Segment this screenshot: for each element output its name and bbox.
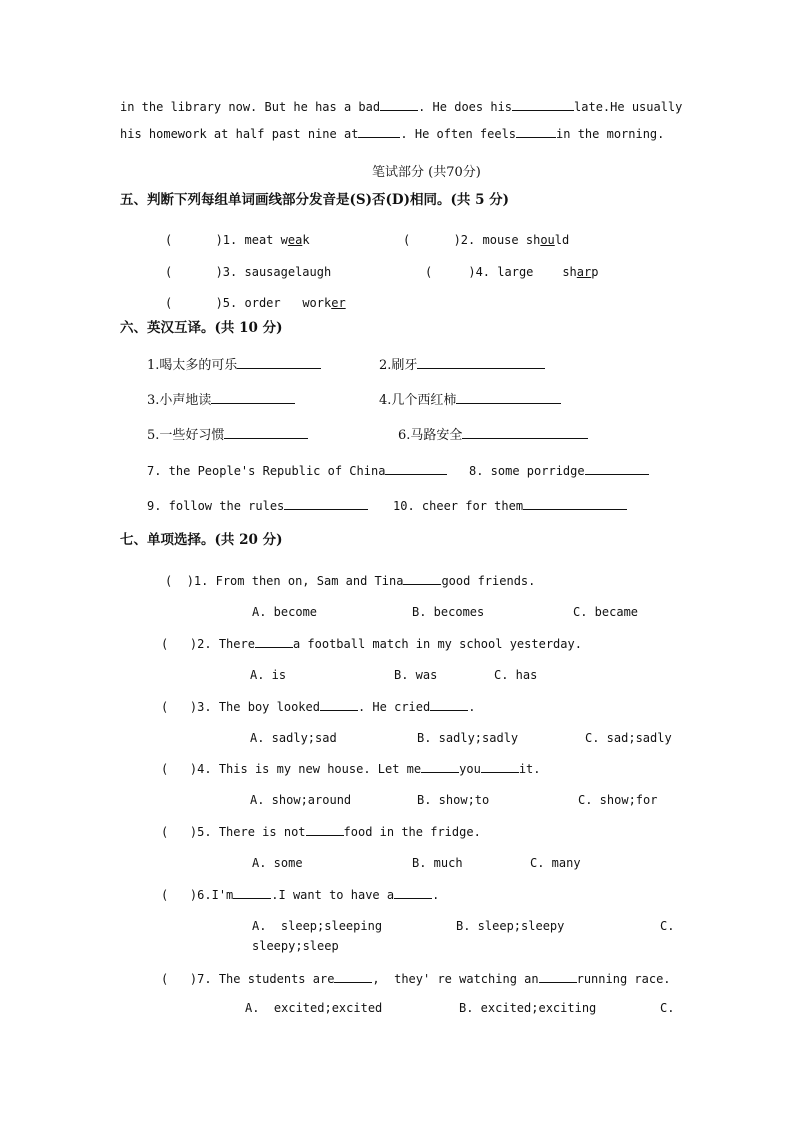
q4-option-a[interactable]: A. show;around [250,793,352,807]
item-number: )2. [453,233,476,247]
answer-blank[interactable] [523,497,627,510]
answer-blank[interactable] [255,635,293,648]
q3-option-c[interactable]: C. sad;sadly [585,731,672,745]
item-number: )3. [215,265,238,279]
q7-option-a[interactable]: A. excited;excited [245,1001,383,1015]
q1-option-c[interactable]: C. became [573,605,639,619]
answer-blank[interactable] [481,760,519,773]
question-number: )6. [189,888,212,902]
word: mouse [482,233,519,247]
s6-item-1 [147,356,321,374]
s5-item-1 [165,232,310,248]
word: ld [554,233,570,247]
item-text: 9. follow the rules [147,499,285,513]
answer-blank[interactable] [421,760,459,773]
answer-paren[interactable]: ( [165,574,187,588]
word: meat [244,233,274,247]
word: order [244,296,281,310]
s6-item-7 [147,462,447,479]
q2-option-b[interactable]: B. was [394,668,438,682]
question-text: . [468,700,476,714]
answer-paren[interactable]: ( [165,296,216,310]
answer-paren[interactable]: ( [161,637,190,651]
s6-item-3 [147,391,295,409]
s6-item-10 [393,497,627,514]
item-text: 5.一些好习惯 [147,428,225,443]
word: w [280,233,288,247]
section-6-heading: 六、英汉互译。(共 10 分) [120,320,283,336]
word: p [591,265,599,279]
s5-item-5 [165,295,346,311]
question-text: From then on, Sam and Tina [215,574,404,588]
question-text: The boy looked [218,700,320,714]
question-number: )5. [189,825,212,839]
s6-item-8 [469,462,649,479]
s5-item-4 [425,264,598,280]
question-text: you [459,762,481,776]
question-number: )7. [189,972,212,986]
q6-option-c-label[interactable]: C. [660,919,675,933]
q3-stem [161,698,475,715]
answer-blank[interactable] [516,125,556,138]
s6-item-5 [147,426,308,444]
s5-item-3 [165,264,331,280]
question-number: )3. [189,700,212,714]
section-7-heading: 七、单项选择。(共 20 分) [120,532,283,548]
answer-blank[interactable] [320,698,358,711]
item-text: 4.几个西红柿 [379,393,457,408]
underlined-letters: er [331,296,346,310]
word: k [302,233,310,247]
s6-item-4 [379,391,561,409]
question-number: )2. [189,637,212,651]
passage-line-1 [120,98,682,115]
q2-stem [161,635,582,652]
answer-paren[interactable]: ( [165,233,216,247]
s6-item-2 [379,356,545,374]
question-text: it. [518,762,541,776]
item-text: 8. some porridge [469,464,585,478]
answer-blank[interactable] [233,886,271,899]
q7-option-c-label[interactable]: C. [660,1001,675,1015]
question-text: good friends. [441,574,536,588]
s6-item-6 [398,426,588,444]
answer-blank[interactable] [417,356,545,369]
word: sh [562,265,577,279]
q6-option-b[interactable]: B. sleep;sleepy [456,919,565,933]
q3-option-a[interactable]: A. sadly;sad [250,731,337,745]
item-text: 3.小声地读 [147,393,212,408]
answer-blank[interactable] [380,98,418,111]
question-text: The students are [218,972,335,986]
q4-stem [161,760,541,777]
passage-line-2 [120,125,664,142]
question-text: There [218,637,255,651]
question-text: . [432,888,440,902]
answer-blank[interactable] [211,391,295,404]
item-text: 10. cheer for them [393,499,524,513]
q5-option-b[interactable]: B. much [412,856,463,870]
underlined-letters: ea [287,233,303,247]
q6-option-c-text[interactable]: sleepy;sleep [252,939,339,953]
answer-paren[interactable]: ( [161,825,190,839]
passage-text: in the morning. [556,127,665,141]
q7-stem [161,970,671,987]
q1-option-a[interactable]: A. become [252,605,318,619]
answer-blank[interactable] [334,970,372,983]
passage-text: . He does his [418,100,513,114]
question-text: , they' re watching an [372,972,539,986]
q4-option-c[interactable]: C. show;for [578,793,658,807]
question-text: running race. [576,972,671,986]
written-part-title: 笔试部分 (共70分) [372,165,481,180]
question-text: food in the fridge. [343,825,481,839]
q5-option-a[interactable]: A. some [252,856,303,870]
q6-option-a[interactable]: A. sleep;sleeping [252,919,383,933]
answer-paren[interactable]: ( [425,265,469,279]
answer-blank[interactable] [394,886,432,899]
s5-item-2 [403,232,569,248]
item-text: 2.刷牙 [379,358,418,373]
q5-stem [161,823,481,840]
q1-stem [165,572,535,589]
item-text: 1.喝太多的可乐 [147,358,238,373]
q4-option-b[interactable]: B. show;to [417,793,490,807]
q2-option-c[interactable]: C. has [494,668,538,682]
question-number: )4. [189,762,212,776]
question-text: I'm [211,888,234,902]
q7-option-b[interactable]: B. excited;exciting [459,1001,597,1015]
item-number: )1. [215,233,238,247]
passage-text: . He often feels [400,127,517,141]
answer-paren[interactable]: ( [165,265,216,279]
answer-paren[interactable]: ( [403,233,454,247]
q1-option-b[interactable]: B. becomes [412,605,485,619]
answer-blank[interactable] [430,698,468,711]
item-text: 7. the People's Republic of China [147,464,386,478]
word: sh [525,233,541,247]
question-text: This is my new house. Let me [218,762,422,776]
answer-blank[interactable] [284,497,368,510]
passage-text: in the library now. But he has a bad [120,100,381,114]
underlined-letters: ar [576,265,592,279]
answer-blank[interactable] [403,572,441,585]
question-text: . He cried [357,700,431,714]
item-number: )5. [215,296,238,310]
answer-paren[interactable]: ( [161,888,190,902]
question-text: .I want to have a [271,888,395,902]
question-number: )1. [186,574,209,588]
answer-blank[interactable] [306,823,344,836]
answer-blank[interactable] [456,391,561,404]
q6-stem [161,886,439,903]
section-5-heading: 五、判断下列每组单词画线部分发音是(S)否(D)相同。(共 5 分) [120,192,510,208]
answer-blank[interactable] [539,970,577,983]
answer-blank[interactable] [512,98,574,111]
answer-blank[interactable] [385,462,447,475]
question-text: There is not [218,825,306,839]
item-text: 6.马路安全 [398,428,463,443]
item-number: )4. [468,265,491,279]
question-text: a football match in my school yesterday. [292,637,582,651]
answer-paren[interactable]: ( [161,700,190,714]
answer-blank[interactable] [462,426,588,439]
answer-blank[interactable] [237,356,321,369]
s6-item-9 [147,497,368,514]
q5-option-c[interactable]: C. many [530,856,581,870]
answer-paren[interactable]: ( [161,972,190,986]
answer-blank[interactable] [224,426,308,439]
q3-option-b[interactable]: B. sadly;sadly [417,731,519,745]
word: sausagelaugh [244,265,332,279]
underlined-letters: ou [540,233,555,247]
answer-blank[interactable] [585,462,649,475]
q2-option-a[interactable]: A. is [250,668,287,682]
answer-blank[interactable] [358,125,400,138]
passage-text: late.He usually [574,100,683,114]
word: work [302,296,332,310]
answer-paren[interactable]: ( [161,762,190,776]
word: large [497,265,534,279]
passage-text: his homework at half past nine at [120,127,359,141]
